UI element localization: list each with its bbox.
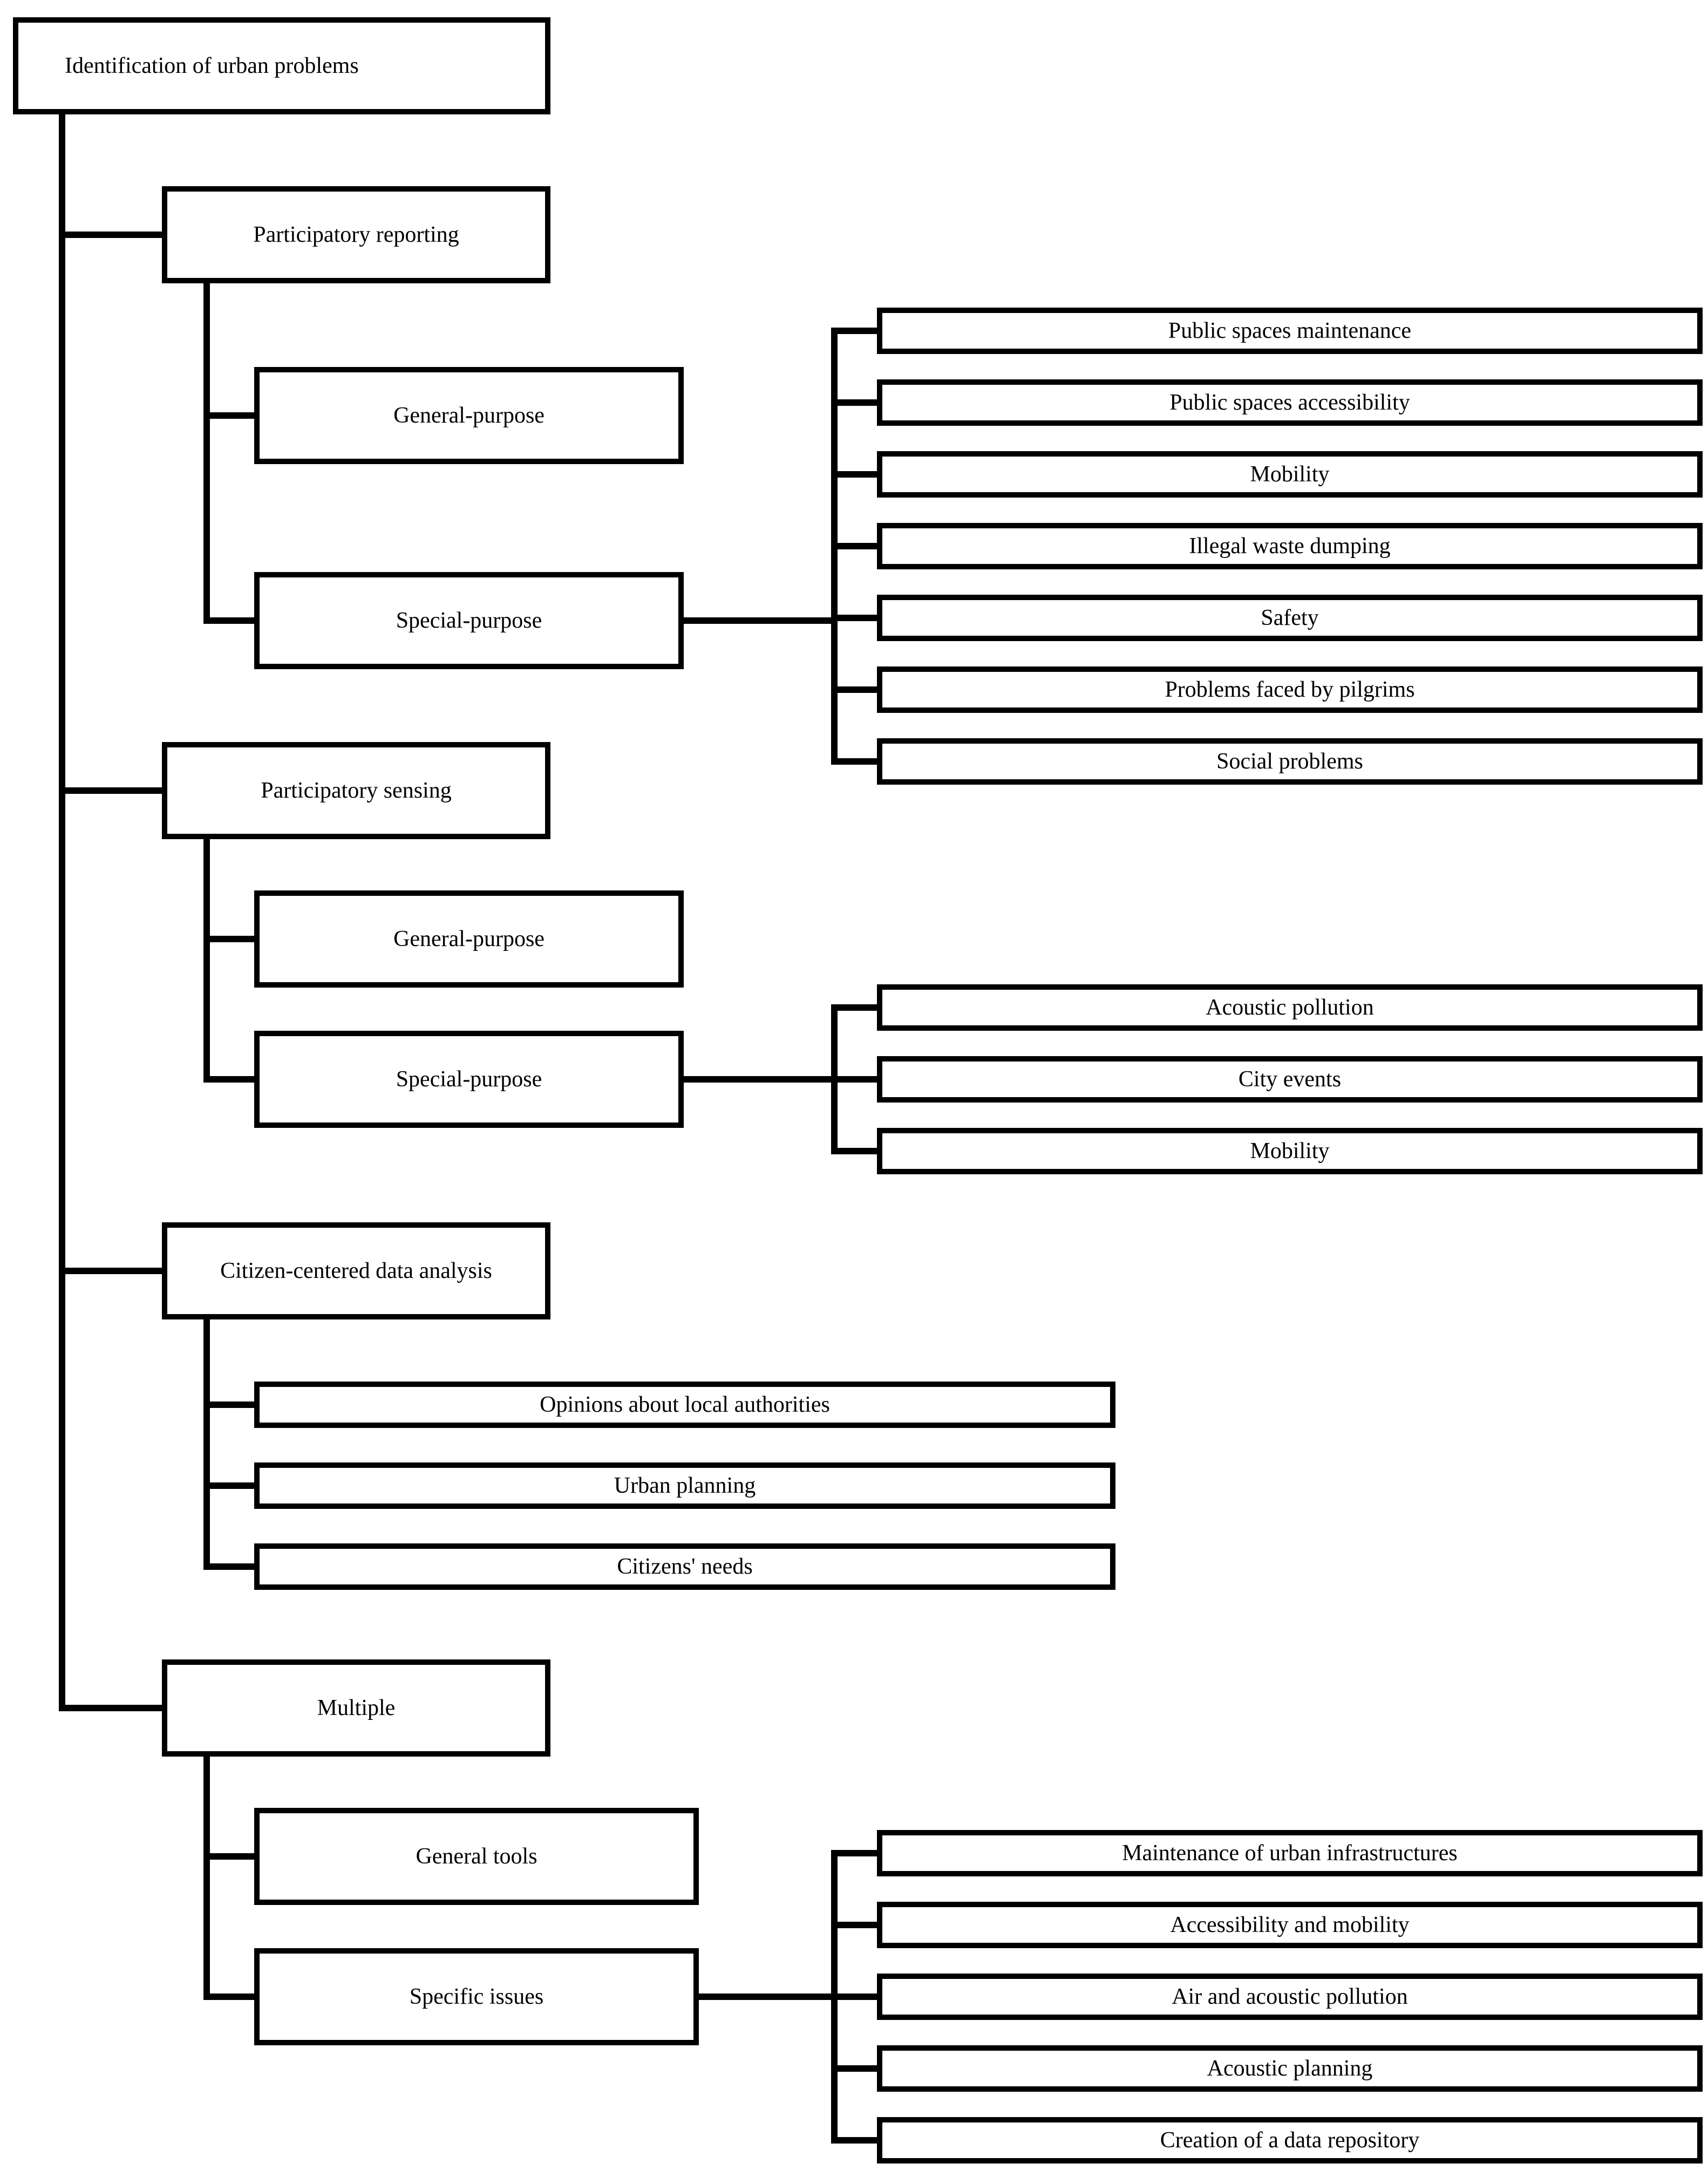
leaf-stub-mobility-reporting bbox=[831, 471, 877, 478]
citizen-stub-urban-planning bbox=[203, 1482, 254, 1489]
node-general-tools bbox=[254, 1808, 699, 1905]
leaf-label: Illegal waste dumping bbox=[1189, 533, 1391, 559]
leaf-label: Mobility bbox=[1250, 461, 1330, 487]
leaf-label: Citizens' needs bbox=[617, 1554, 753, 1579]
leaf-stub-city-events bbox=[831, 1076, 877, 1083]
reporting-subtrunk-line bbox=[203, 283, 210, 624]
leaf-public-spaces-accessibility bbox=[877, 379, 1703, 426]
node-sensing-special-purpose bbox=[254, 1031, 684, 1128]
leaf-stub-problems-pilgrims bbox=[831, 686, 877, 693]
multiple-stub-general-tools bbox=[203, 1853, 254, 1860]
leaf-city-events bbox=[877, 1056, 1703, 1103]
leaf-stub-air-acoustic-pollution bbox=[831, 1994, 877, 2000]
leaf-stub-acoustic-pollution bbox=[831, 1004, 877, 1011]
leaf-mobility-reporting bbox=[877, 451, 1703, 498]
node-multiple bbox=[162, 1659, 550, 1757]
leaf-label: Problems faced by pilgrims bbox=[1165, 677, 1415, 702]
node-label: Participatory reporting bbox=[253, 222, 459, 247]
leaf-label: Acoustic pollution bbox=[1206, 995, 1374, 1020]
leaf-label: Air and acoustic pollution bbox=[1172, 1984, 1408, 2009]
multiple-stub-specific-issues bbox=[203, 1994, 254, 2000]
leaf-stub-data-repository bbox=[831, 2137, 877, 2144]
leaf-label: Accessibility and mobility bbox=[1170, 1912, 1410, 1937]
leaf-accessibility-and-mobility bbox=[877, 1902, 1703, 1948]
citizen-stub-citizens-needs bbox=[203, 1563, 254, 1570]
node-citizen-centered-data-analysis bbox=[162, 1222, 550, 1319]
node-label: Special-purpose bbox=[396, 1066, 542, 1092]
specific-issues-out-line bbox=[699, 1994, 838, 2000]
reporting-stub-general-purpose bbox=[203, 412, 254, 419]
leaf-label: Mobility bbox=[1250, 1138, 1330, 1164]
leaf-safety bbox=[877, 595, 1703, 641]
leaf-stub-maintenance-infrastructures bbox=[831, 1850, 877, 1856]
leaf-opinions-about-local-authorities bbox=[254, 1382, 1115, 1428]
leaf-label: City events bbox=[1238, 1066, 1342, 1092]
sensing-subtrunk-line bbox=[203, 839, 210, 1083]
leaf-label: Acoustic planning bbox=[1207, 2056, 1373, 2081]
node-participatory-sensing bbox=[162, 742, 550, 839]
leaf-acoustic-planning bbox=[877, 2045, 1703, 2092]
leaf-creation-of-a-data-repository bbox=[877, 2117, 1703, 2163]
node-reporting-general-purpose bbox=[254, 367, 684, 464]
leaf-stub-public-spaces-maintenance bbox=[831, 328, 877, 334]
special-purpose-sensing-out-line bbox=[684, 1076, 838, 1083]
leaf-label: Social problems bbox=[1216, 749, 1363, 774]
node-label: Specific issues bbox=[409, 1984, 544, 2009]
node-label: General tools bbox=[416, 1843, 537, 1869]
leaf-label: Opinions about local authorities bbox=[540, 1392, 830, 1417]
leaf-illegal-waste-dumping bbox=[877, 523, 1703, 569]
citizen-stub-opinions bbox=[203, 1401, 254, 1408]
node-label: General-purpose bbox=[393, 403, 545, 428]
node-label: Citizen-centered data analysis bbox=[220, 1258, 492, 1283]
node-label: Identification of urban problems bbox=[65, 53, 359, 78]
leaf-stub-safety bbox=[831, 615, 877, 621]
leaf-label: Public spaces accessibility bbox=[1169, 390, 1410, 415]
node-identification-of-urban-problems bbox=[13, 17, 550, 114]
special-purpose-reporting-out-line bbox=[684, 617, 838, 624]
leaf-stub-accessibility-mobility bbox=[831, 1922, 877, 1928]
citizen-subtrunk-line bbox=[203, 1319, 210, 1570]
node-label: Multiple bbox=[317, 1695, 396, 1720]
node-label: Special-purpose bbox=[396, 608, 542, 633]
leaf-label: Maintenance of urban infrastructures bbox=[1122, 1840, 1458, 1866]
leaf-urban-planning bbox=[254, 1462, 1115, 1509]
leaf-stub-mobility-sensing bbox=[831, 1148, 877, 1154]
leaf-label: Urban planning bbox=[614, 1473, 756, 1498]
node-specific-issues bbox=[254, 1948, 699, 2045]
leaf-problems-faced-by-pilgrims bbox=[877, 666, 1703, 713]
branch-line-participatory-sensing bbox=[59, 787, 162, 794]
branch-line-multiple bbox=[59, 1705, 162, 1711]
multiple-subtrunk-line bbox=[203, 1757, 210, 2000]
leaf-social-problems bbox=[877, 738, 1703, 785]
main-trunk-line bbox=[59, 114, 65, 1711]
node-label: General-purpose bbox=[393, 926, 545, 951]
leaf-stub-social-problems bbox=[831, 758, 877, 765]
leaf-public-spaces-maintenance bbox=[877, 308, 1703, 354]
leaf-stub-illegal-waste-dumping bbox=[831, 543, 877, 549]
branch-line-citizen-centered bbox=[59, 1268, 162, 1274]
node-sensing-general-purpose bbox=[254, 890, 684, 988]
leaf-label: Creation of a data repository bbox=[1160, 2127, 1420, 2153]
leaf-maintenance-of-urban-infrastructures bbox=[877, 1830, 1703, 1876]
leaf-stub-public-spaces-accessibility bbox=[831, 399, 877, 406]
leaf-acoustic-pollution bbox=[877, 984, 1703, 1031]
sensing-stub-special-purpose bbox=[203, 1076, 254, 1083]
leaf-label: Public spaces maintenance bbox=[1168, 318, 1412, 343]
node-reporting-special-purpose bbox=[254, 572, 684, 669]
leaf-label: Safety bbox=[1261, 605, 1319, 630]
leaf-air-and-acoustic-pollution bbox=[877, 1974, 1703, 2020]
node-participatory-reporting bbox=[162, 186, 550, 283]
branch-line-participatory-reporting bbox=[59, 232, 162, 238]
node-label: Participatory sensing bbox=[261, 778, 452, 803]
leaf-citizens-needs bbox=[254, 1543, 1115, 1590]
leaf-stub-acoustic-planning bbox=[831, 2065, 877, 2072]
sensing-stub-general-purpose bbox=[203, 936, 254, 942]
reporting-stub-special-purpose bbox=[203, 617, 254, 624]
leaf-mobility-sensing bbox=[877, 1128, 1703, 1174]
